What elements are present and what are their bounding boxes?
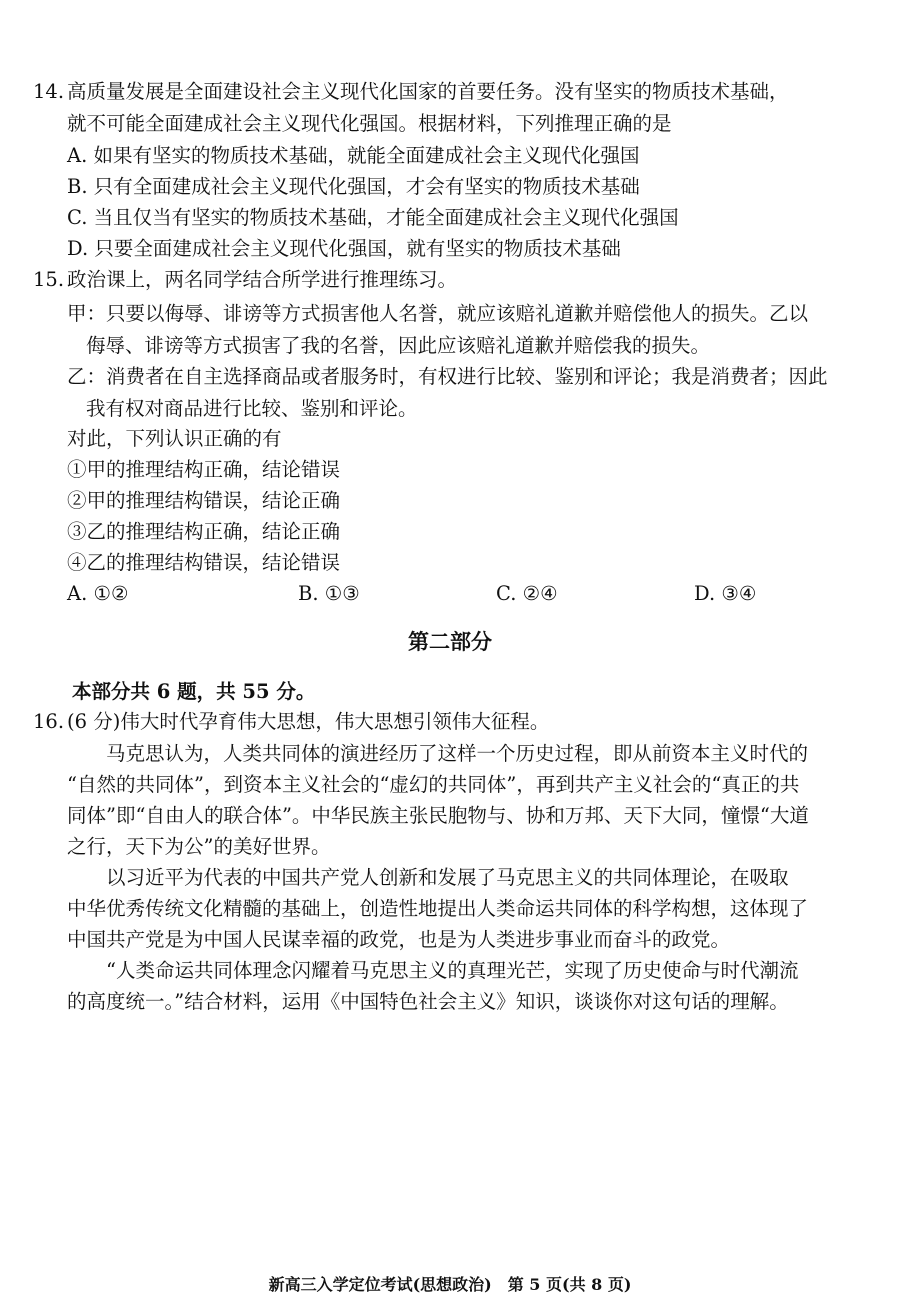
material-paragraph: 马克思认为，人类共同体的演进经历了这样一个历史过程，即从前资本主义时代的 bbox=[106, 742, 809, 765]
material-paragraph: 中华优秀传统文化精髓的基础上，创造性地提出人类命运共同体的科学构想，这体现了 bbox=[67, 897, 809, 920]
material-paragraph: 以习近平为代表的中国共产党人创新和发展了马克思主义的共同体理论，在吸取 bbox=[106, 866, 789, 889]
question-stem: 高质量发展是全面建设社会主义现代化国家的首要任务。没有坚实的物质技术基础， bbox=[67, 80, 789, 103]
question-prompt: 的高度统一。”结合材料，运用《中国特色社会主义》知识，谈谈你对这句话的理解。 bbox=[67, 990, 789, 1013]
question-head: (6 分)伟大时代孕育伟大思想，伟大思想引领伟大征程。 bbox=[67, 710, 550, 733]
material-paragraph: 同体”即“自由人的联合体”。中华民族主张民胞物与、协和万邦、天下大同，憧憬“大道 bbox=[67, 804, 809, 827]
statement-item: ③乙的推理结构正确，结论正确 bbox=[67, 520, 341, 543]
statement-item: ②甲的推理结构错误，结论正确 bbox=[67, 489, 341, 512]
statement-item: ①甲的推理结构正确，结论错误 bbox=[67, 458, 341, 481]
option-b: B. 只有全面建成社会主义现代化强国，才会有坚实的物质技术基础 bbox=[67, 175, 640, 198]
statement-jia: 甲：只要以侮辱、诽谤等方式损害他人名誉，就应该赔礼道歉并赔偿他人的损失。乙以 bbox=[67, 302, 809, 325]
question-prompt: 对此，下列认识正确的有 bbox=[67, 427, 282, 450]
option-d: D. 只要全面建成社会主义现代化强国，就有坚实的物质技术基础 bbox=[67, 237, 621, 260]
option-c: C. 当且仅当有坚实的物质技术基础，才能全面建成社会主义现代化强国 bbox=[67, 206, 679, 229]
material-paragraph: 之行，天下为公”的美好世界。 bbox=[67, 835, 331, 858]
statement-yi: 乙：消费者在自主选择商品或者服务时，有权进行比较、鉴别和评论；我是消费者；因此 bbox=[67, 365, 828, 388]
option-a: A. 如果有坚实的物质技术基础，就能全面建成社会主义现代化强国 bbox=[67, 144, 640, 167]
question-number: 14. bbox=[33, 80, 65, 103]
question-stem: 就不可能全面建成社会主义现代化强国。根据材料，下列推理正确的是 bbox=[67, 112, 672, 135]
section-title: 第二部分 bbox=[408, 629, 492, 654]
material-paragraph: “自然的共同体”，到资本主义社会的“虚幻的共同体”，再到共产主义社会的“真正的共 bbox=[67, 773, 800, 796]
choice-b: B. ①③ bbox=[298, 582, 360, 605]
page-footer: 新高三入学定位考试(思想政治) 第 5 页(共 8 页) bbox=[268, 1275, 632, 1294]
question-prompt: “人类命运共同体理念闪耀着马克思主义的真理光芒，实现了历史使命与时代潮流 bbox=[106, 959, 799, 982]
question-number: 16. bbox=[33, 710, 65, 733]
choice-c: C. ②④ bbox=[496, 582, 558, 605]
question-stem: 政治课上，两名同学结合所学进行推理练习。 bbox=[67, 268, 458, 291]
question-number: 15. bbox=[33, 268, 65, 291]
choice-d: D. ③④ bbox=[694, 582, 757, 605]
material-paragraph: 中国共产党是为中国人民谋幸福的政党，也是为人类进步事业而奋斗的政党。 bbox=[67, 928, 731, 951]
choice-a: A. ①② bbox=[67, 582, 129, 605]
statement-yi: 我有权对商品进行比较、鉴别和评论。 bbox=[86, 397, 418, 420]
statement-item: ④乙的推理结构错误，结论错误 bbox=[67, 551, 341, 574]
statement-jia: 侮辱、诽谤等方式损害了我的名誉，因此应该赔礼道歉并赔偿我的损失。 bbox=[86, 334, 711, 357]
section-intro: 本部分共 6 题，共 55 分。 bbox=[72, 680, 316, 703]
